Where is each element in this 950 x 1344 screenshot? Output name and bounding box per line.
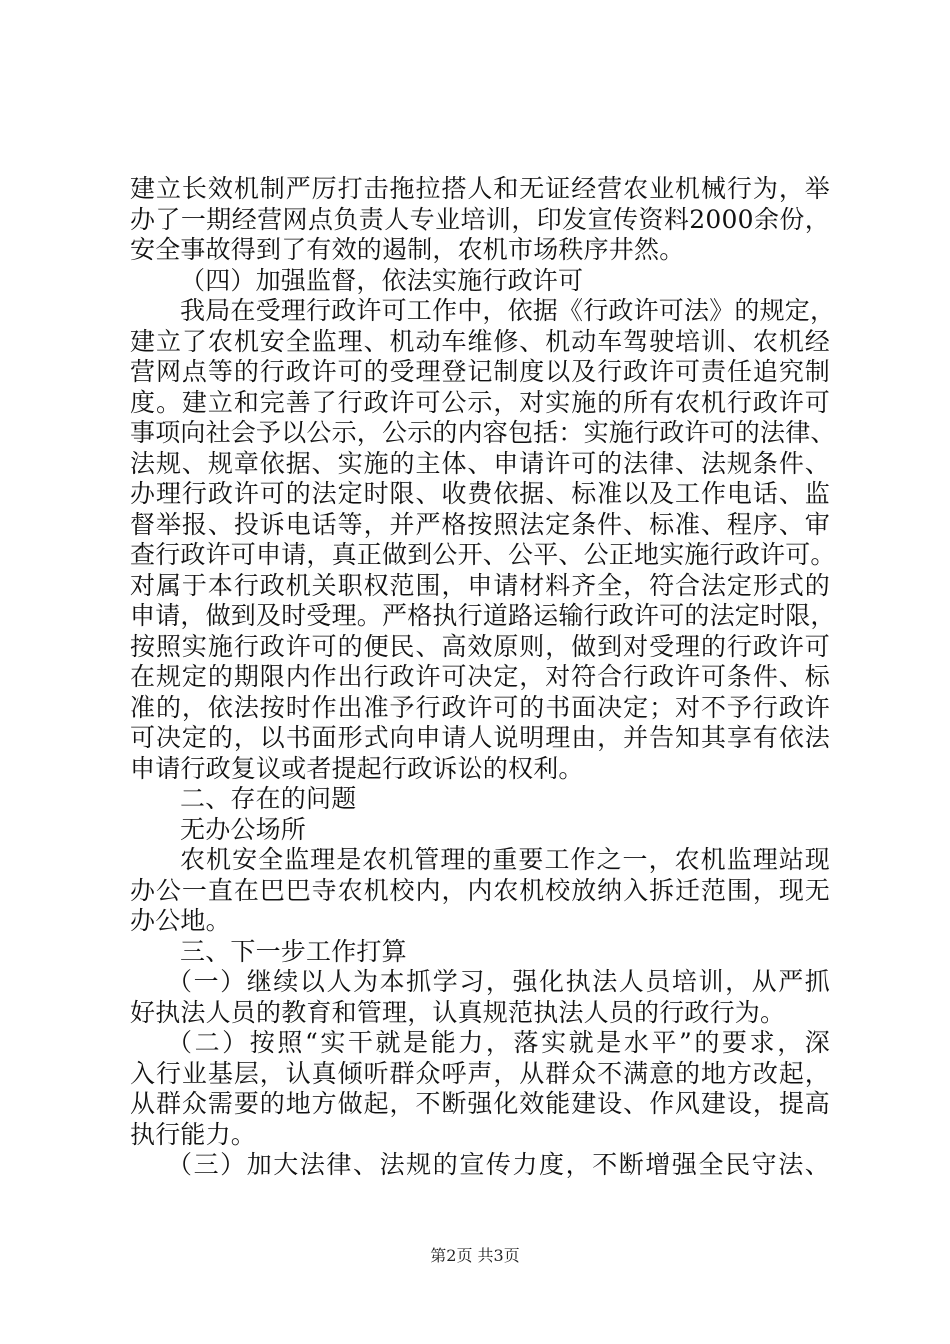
text-line: 准的，依法按时作出准予行政许可的书面决定；对不予行政许 (130, 692, 830, 722)
text-line: （三）加大法律、法规的宣传力度，不断增强全民守法、 (167, 1150, 830, 1179)
text-line: 申请行政复议或者提起行政诉讼的权利。 (130, 753, 584, 783)
text-line: 建立长效机制严厉打击拖拉搭人和无证经营农业机械行为，举 (130, 174, 830, 203)
subsection-heading: 无办公场所 (180, 814, 307, 844)
document-body (130, 174, 836, 1181)
text-line: （一）继续以人为本抓学习，强化执法人员培训，从严抓 (167, 967, 830, 996)
text-line: 我局在受理行政许可工作中，依据《行政许可法》的规定， (180, 296, 836, 325)
text-line: 办公地。 (130, 906, 231, 935)
text-line: 办了一期经营网点负责人专业培训，印发宣传资料2000余份， (130, 204, 830, 234)
text-line: 法规、规章依据、实施的主体、申请许可的法律、法规条件、 (130, 448, 830, 478)
text-line: 申请，做到及时受理。严格执行道路运输行政许可的法定时限， (130, 601, 836, 630)
text-line: 可决定的，以书面形式向申请人说明理由，并告知其享有依法 (130, 723, 830, 752)
section-heading: 二、存在的问题 (180, 784, 357, 813)
section-heading: 三、下一步工作打算 (180, 936, 407, 966)
text-line: 建立了农机安全监理、机动车维修、机动车驾驶培训、农机经 (130, 326, 830, 356)
text-line: （二）按照“实干就是能力，落实就是水平”的要求，深 (167, 1028, 830, 1057)
text-line: 执行能力。 (130, 1119, 257, 1149)
text-line: 在规定的期限内作出行政许可决定，对符合行政许可条件、标 (130, 662, 830, 691)
text-line: 好执法人员的教育和管理，认真规范执法人员的行政行为。 (130, 997, 786, 1027)
page-number-footer: 第2页 共3页 (430, 1246, 520, 1265)
text-line: 查行政许可申请，真正做到公开、公平、公正地实施行政许可。 (130, 540, 836, 569)
text-line: 农机安全监理是农机管理的重要工作之一，农机监理站现 (180, 845, 830, 874)
text-line: 办理行政许可的法定时限、收费依据、标准以及工作电话、监 (130, 479, 830, 508)
text-line: 营网点等的行政许可的受理登记制度以及行政许可责任追究制 (130, 357, 830, 386)
text-line: 事项向社会予以公示，公示的内容包括：实施行政许可的法律、 (130, 418, 836, 447)
text-line: 从群众需要的地方做起，不断强化效能建设、作风建设，提高 (130, 1089, 830, 1118)
text-line: 督举报、投诉电话等，并严格按照法定条件、标准、程序、审 (130, 509, 830, 539)
text-line: 安全事故得到了有效的遏制，农机市场秩序井然。 (130, 235, 685, 264)
section-heading: （四）加强监督，依法实施行政许可 (180, 265, 584, 295)
text-line: 办公一直在巴巴寺农机校内，内农机校放纳入拆迁范围，现无 (130, 875, 830, 905)
text-line: 入行业基层，认真倾听群众呼声，从群众不满意的地方改起， (130, 1058, 830, 1088)
text-line: 度。建立和完善了行政许可公示，对实施的所有农机行政许可 (130, 387, 830, 417)
text-line: 按照实施行政许可的便民、高效原则，做到对受理的行政许可 (130, 631, 830, 661)
text-line: 对属于本行政机关职权范围，申请材料齐全，符合法定形式的 (130, 570, 830, 600)
